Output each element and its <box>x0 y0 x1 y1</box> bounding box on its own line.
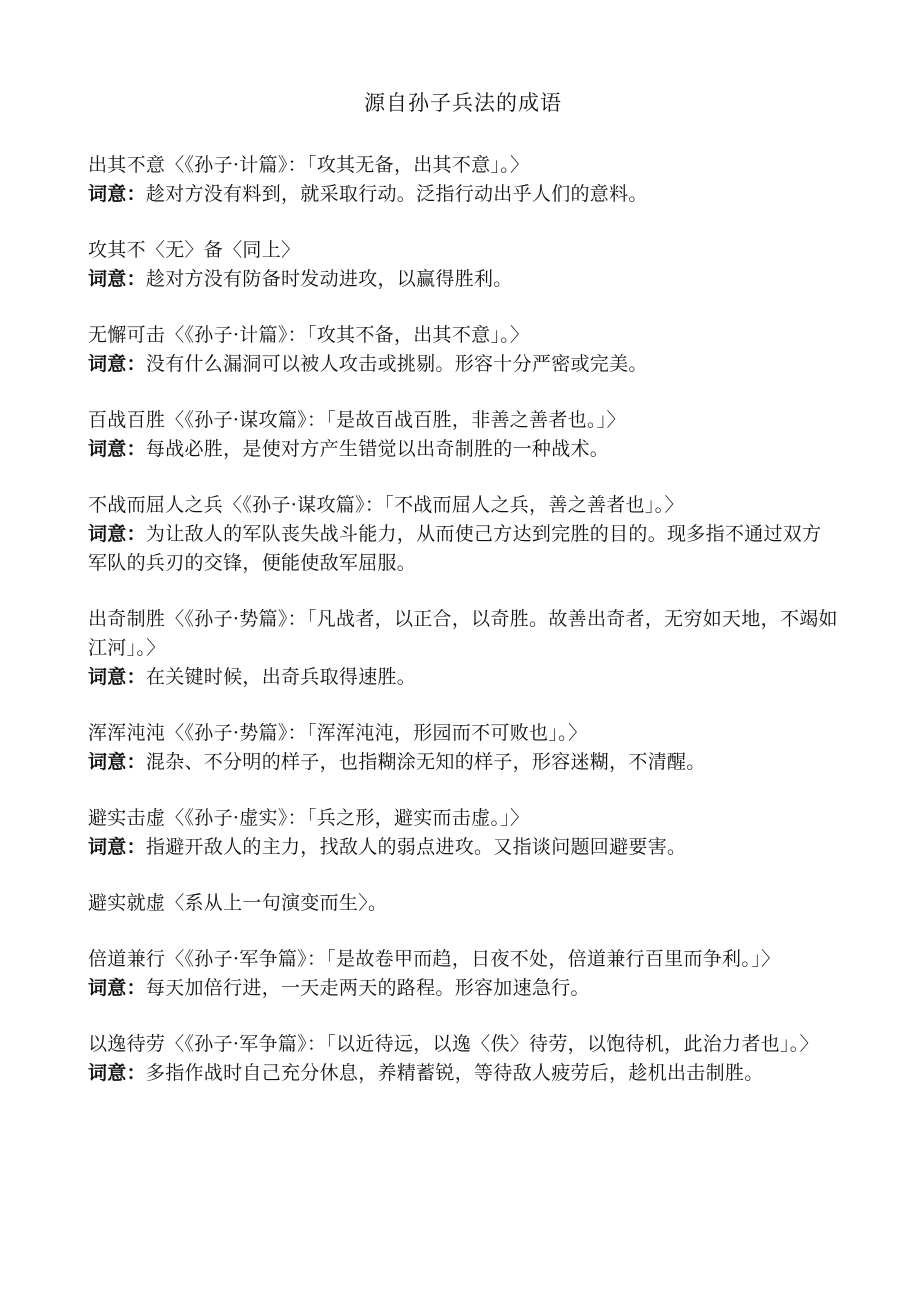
idiom-meaning <box>88 520 838 578</box>
meaning-text: 在关键时候，出奇兵取得速胜。 <box>145 666 417 688</box>
idiom-meaning <box>88 833 838 862</box>
meaning-text: 混杂、不分明的样子，也指糊涂无知的样子，形容迷糊，不清醒。 <box>145 751 706 773</box>
meaning-label: 词意： <box>88 183 146 205</box>
idiom-entry <box>88 719 838 777</box>
meaning-text: 指避开敌人的主力，找敌人的弱点进攻。又指谈问题回避要害。 <box>145 836 687 858</box>
idiom-source-line: 以逸待劳〈《孙子·军争篇》：「以近待远，以逸〈佚〉待劳，以饱待机，此治力者也」。〉 <box>88 1033 819 1055</box>
idiom-entry <box>88 945 838 1003</box>
meaning-label: 词意： <box>88 751 146 773</box>
idiom-entry <box>88 321 838 379</box>
meaning-label: 词意： <box>88 836 146 858</box>
idiom-entry <box>88 889 838 918</box>
meaning-label: 词意： <box>88 268 146 290</box>
idiom-source-line: 避实击虚〈《孙子·虚实》：「兵之形，避实而击虚。」〉 <box>88 807 530 829</box>
idiom-meaning <box>88 748 838 777</box>
idiom-entry <box>88 605 838 692</box>
document-page <box>88 88 838 1115</box>
idiom-entry <box>88 406 838 464</box>
idiom-source-line: 出其不意〈《孙子·计篇》：「攻其无备，出其不意」。〉 <box>88 154 530 176</box>
meaning-label: 词意： <box>88 438 146 460</box>
meaning-text: 趁对方没有防备时发动进攻，以赢得胜利。 <box>145 268 513 290</box>
idiom-meaning <box>88 350 838 379</box>
meaning-label: 词意： <box>88 977 146 999</box>
idiom-meaning <box>88 1059 838 1088</box>
idiom-entry <box>88 151 838 209</box>
meaning-text: 为让敌人的军队丧失战斗能力，从而使己方达到完胜的目的。现多指不通过双方军队的兵刃的交锋，便能使敌军屈服。 <box>88 523 822 574</box>
idiom-meaning <box>88 974 838 1003</box>
idiom-source-line: 避实就虚〈系从上一句演变而生〉。 <box>88 892 388 914</box>
meaning-label: 词意： <box>88 523 146 545</box>
idiom-meaning <box>88 180 838 209</box>
document-title: 源自孙子兵法的成语 <box>364 91 562 115</box>
idiom-meaning <box>88 265 838 294</box>
idiom-meaning <box>88 663 838 692</box>
meaning-label: 词意： <box>88 353 146 375</box>
idiom-source-line: 倍道兼行〈《孙子·军争篇》：「是故卷甲而趋，日夜不处，倍道兼行百里而争利。」〉 <box>88 948 781 970</box>
meaning-text: 每战必胜，是使对方产生错觉以出奇制胜的一种战术。 <box>145 438 610 460</box>
idiom-source-line: 攻其不〈无〉备〈同上〉 <box>88 239 301 261</box>
idiom-entry <box>88 236 838 294</box>
idiom-source-line: 浑浑沌沌〈《孙子·势篇》：「浑浑沌沌，形园而不可败也」。〉 <box>88 722 588 744</box>
meaning-text: 每天加倍行进，一天走两天的路程。形容加速急行。 <box>145 977 590 999</box>
idiom-source-line: 百战百胜〈《孙子·谋攻篇》：「是故百战百胜，非善之善者也。」〉 <box>88 409 626 431</box>
idiom-source-line: 出奇制胜〈《孙子·势篇》：「凡战者，以正合，以奇胜。故善出奇者，无穷如天地，不竭如江河」。〉 <box>88 608 838 659</box>
idiom-source-line: 无懈可击〈《孙子·计篇》：「攻其不备，出其不意」。〉 <box>88 324 530 346</box>
meaning-text: 趁对方没有料到，就采取行动。泛指行动出乎人们的意料。 <box>145 183 648 205</box>
idiom-entry <box>88 491 838 578</box>
idiom-source-line: 不战而屈人之兵〈《孙子·谋攻篇》：「不战而屈人之兵，善之善者也」。〉 <box>88 494 684 516</box>
meaning-label: 词意： <box>88 1062 146 1084</box>
meaning-text: 没有什么漏洞可以被人攻击或挑剔。形容十分严密或完美。 <box>145 353 648 375</box>
meaning-label: 词意： <box>88 666 146 688</box>
meaning-text: 多指作战时自己充分休息，养精蓄锐，等待敌人疲劳后，趁机出击制胜。 <box>145 1062 764 1084</box>
idiom-entry <box>88 804 838 862</box>
idiom-meaning <box>88 435 838 464</box>
idiom-entry <box>88 1030 838 1088</box>
